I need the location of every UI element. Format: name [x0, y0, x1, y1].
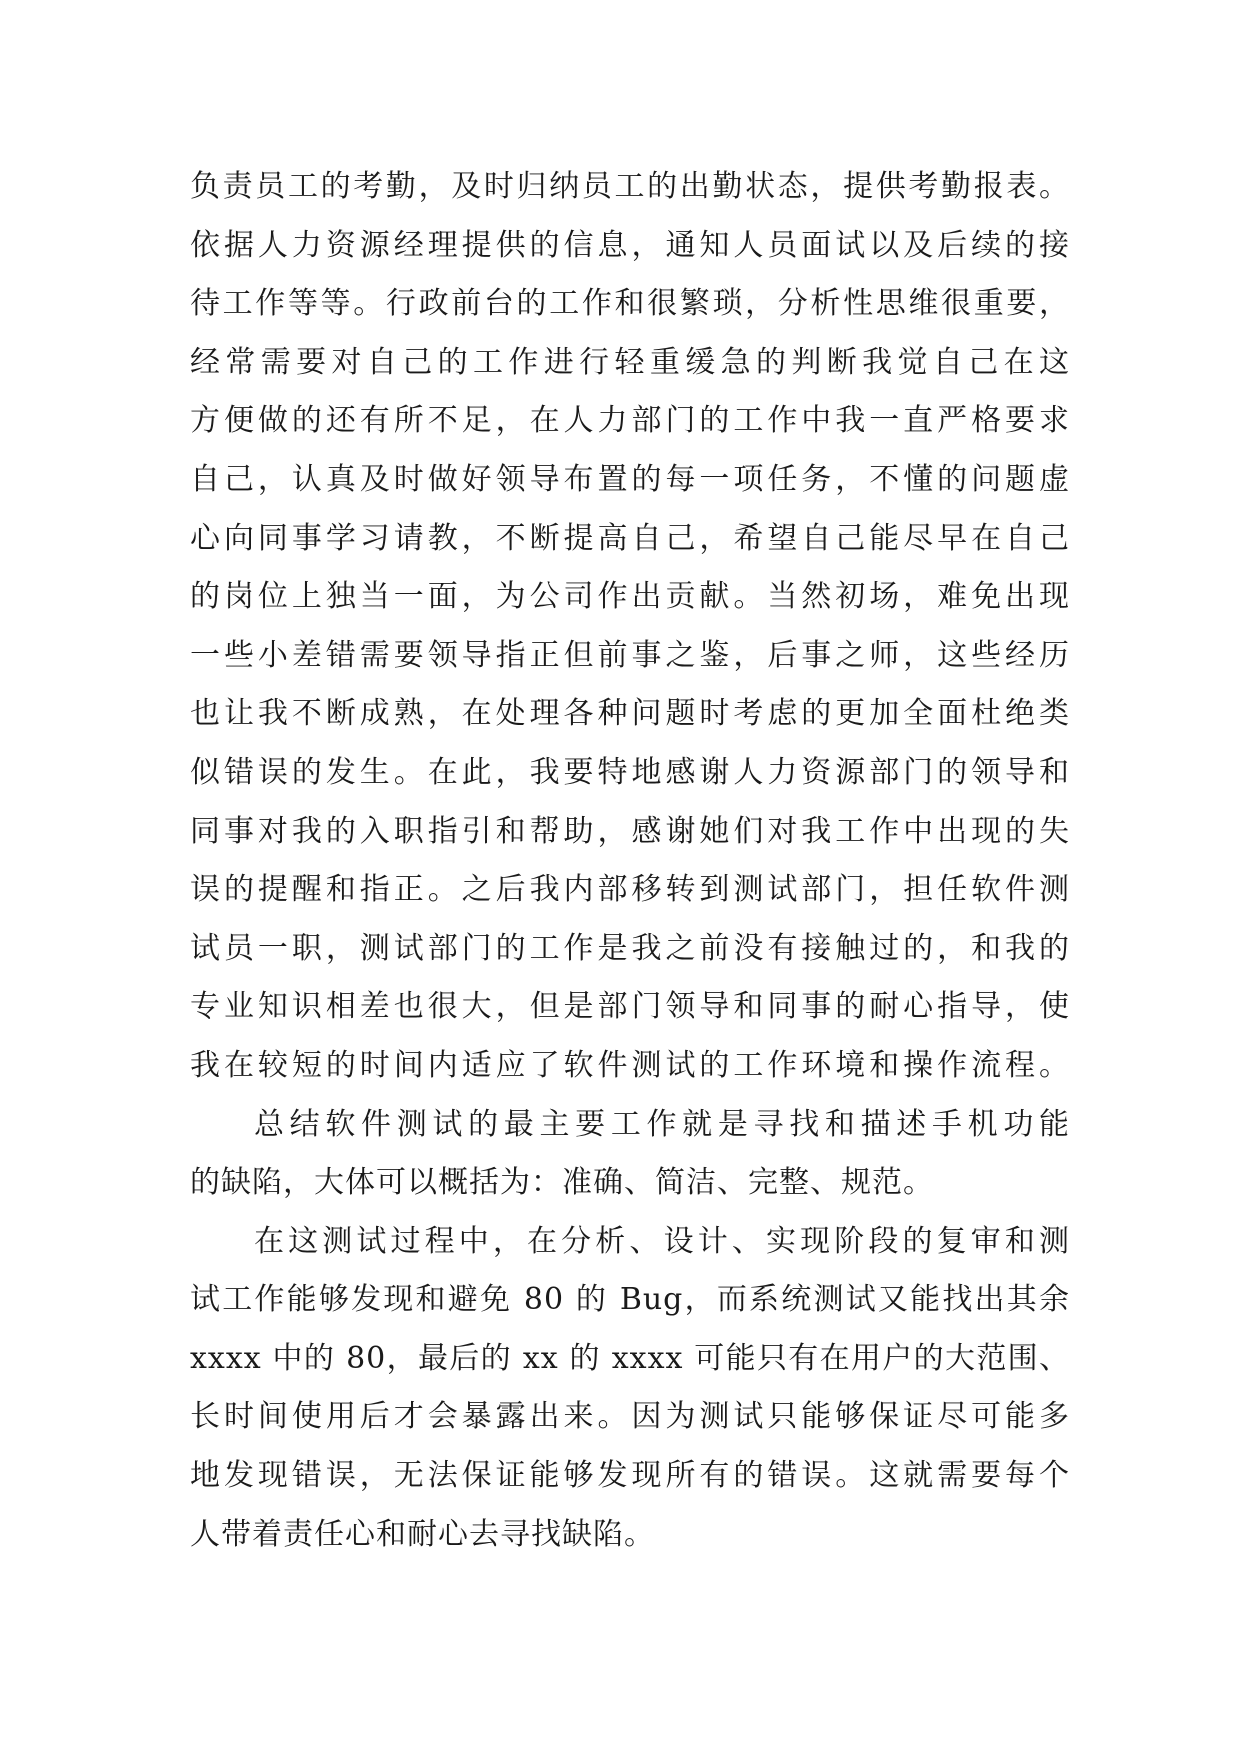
text-line: 误的提醒和指正。之后我内部移转到测试部门，担任软件测 [190, 872, 1070, 908]
text-line: 自己，认真及时做好领导布置的每一项任务，不懂的问题虚 [190, 461, 1070, 497]
text-line: 长时间使用后才会暴露出来。因为测试只能够保证尽可能多 [190, 1399, 1070, 1435]
text-line: 负责员工的考勤，及时归纳员工的出勤状态，提供考勤报表。 [190, 169, 1070, 204]
paragraph-2 [190, 1096, 1070, 1213]
paragraph-3 [190, 1213, 1070, 1565]
text-line: 的岗位上独当一面，为公司作出贡献。当然初场，难免出现 [190, 579, 1070, 615]
text-line: 专业知识相差也很大，但是部门领导和同事的耐心指导，使 [190, 989, 1070, 1025]
text-line: 心向同事学习请教，不断提高自己，希望自己能尽早在自己 [190, 520, 1070, 556]
text-line: 试工作能够发现和避免 80 的 Bug，而系统测试又能找出其余 [190, 1282, 1070, 1318]
text-line: 似错误的发生。在此，我要特地感谢人力资源部门的领导和 [190, 754, 1070, 790]
text-line: 试员一职，测试部门的工作是我之前没有接触过的，和我的 [190, 930, 1070, 966]
text-line: 待工作等等。行政前台的工作和很繁琐，分析性思维很重要， [190, 286, 1070, 322]
document-body [190, 158, 1070, 1564]
text-line: 地发现错误，无法保证能够发现所有的错误。这就需要每个 [190, 1458, 1070, 1494]
text-line: 方便做的还有所不足，在人力部门的工作中我一直严格要求 [190, 403, 1070, 439]
text-line: 的缺陷，大体可以概括为：准确、简洁、完整、规范。 [190, 1165, 934, 1201]
text-line: 经常需要对自己的工作进行轻重缓急的判断我觉自己在这 [190, 344, 1070, 380]
text-line: 一些小差错需要领导指正但前事之鉴，后事之师，这些经历 [190, 637, 1070, 673]
text-line: 我在较短的时间内适应了软件测试的工作环境和操作流程。 [190, 1047, 1070, 1083]
text-line: 依据人力资源经理提供的信息，通知人员面试以及后续的接 [190, 227, 1070, 263]
paragraph-1 [190, 158, 1070, 1096]
text-line: xxxx 中的 80，最后的 xx 的 xxxx 可能只有在用户的大范围、 [190, 1340, 1070, 1376]
text-line: 总结软件测试的最主要工作就是寻找和描述手机功能 [254, 1106, 1070, 1142]
text-line: 也让我不断成熟，在处理各种问题时考虑的更加全面杜绝类 [190, 696, 1070, 732]
text-line: 在这测试过程中，在分析、设计、实现阶段的复审和测 [254, 1223, 1070, 1259]
text-line: 同事对我的入职指引和帮助，感谢她们对我工作中出现的失 [190, 813, 1070, 849]
text-line: 人带着责任心和耐心去寻找缺陷。 [190, 1516, 655, 1552]
